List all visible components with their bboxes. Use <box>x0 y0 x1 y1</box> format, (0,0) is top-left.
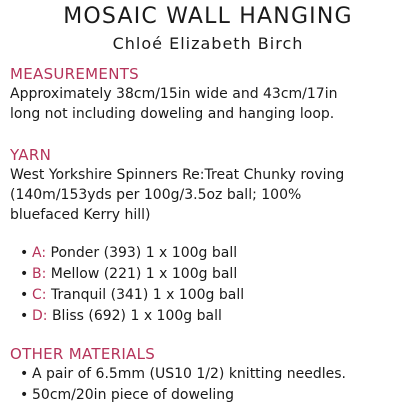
list-item <box>20 264 244 285</box>
bullet-icon: • <box>20 366 29 382</box>
bullet-icon: • <box>20 308 29 324</box>
bullet-icon: • <box>20 245 29 261</box>
bullet-icon: • <box>20 287 29 303</box>
list-item <box>20 306 244 327</box>
yarn-description: Tranquil (341) 1 x 100g ball <box>46 287 245 303</box>
yarn-line-1: West Yorkshire Spinners Re:Treat Chunky roving <box>10 167 345 183</box>
yarn-description: Mellow (221) 1 x 100g ball <box>46 266 238 282</box>
author-name: Chloé Elizabeth Birch <box>112 34 304 53</box>
list-item <box>20 385 346 406</box>
yarn-line-3: bluefaced Kerry hill) <box>10 207 151 223</box>
material-description: 50cm/20in piece of doweling <box>32 387 235 403</box>
measurements-line-2: long not including doweling and hanging loop. <box>10 106 335 122</box>
bullet-icon: • <box>20 387 29 403</box>
material-description: A pair of 6.5mm (US10 1/2) knitting needles. <box>32 366 347 382</box>
yarn-description: Ponder (393) 1 x 100g ball <box>46 245 238 261</box>
list-item <box>20 243 244 264</box>
yarn-line-2: (140m/153yds per 100g/3.5oz ball; 100% <box>10 187 302 203</box>
yarn-letter: C: <box>32 287 47 303</box>
page-title: MOSAIC WALL HANGING <box>63 4 353 29</box>
list-item <box>20 285 244 306</box>
yarn-letter: D: <box>32 308 48 324</box>
other-materials-list <box>20 364 346 406</box>
yarn-list <box>20 243 244 327</box>
yarn-heading: YARN <box>10 146 52 164</box>
yarn-letter: A: <box>32 245 47 261</box>
list-item <box>20 364 346 385</box>
yarn-letter: B: <box>32 266 47 282</box>
bullet-icon: • <box>20 266 29 282</box>
measurements-heading: MEASUREMENTS <box>10 65 140 83</box>
yarn-description: Bliss (692) 1 x 100g ball <box>47 308 222 324</box>
measurements-line-1: Approximately 38cm/15in wide and 43cm/17in <box>10 86 338 102</box>
other-materials-heading: OTHER MATERIALS <box>10 345 156 363</box>
